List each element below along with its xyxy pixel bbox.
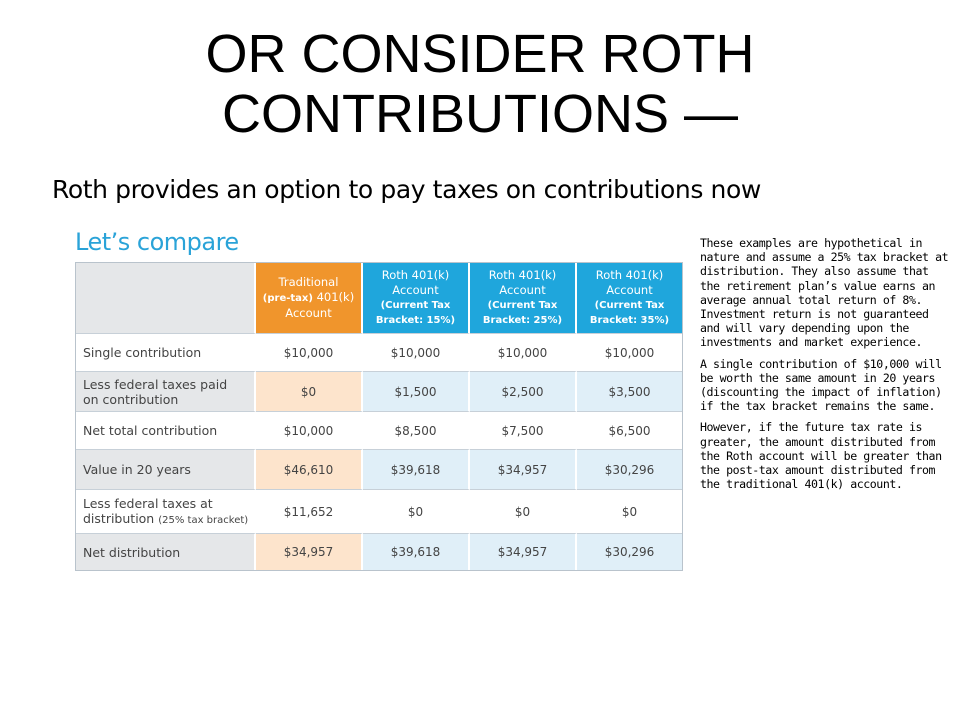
column-header-line: (Current Tax	[594, 300, 665, 311]
table-cell: $0	[256, 372, 363, 412]
row-label	[76, 334, 256, 372]
table-cell: $10,000	[470, 334, 577, 372]
column-header-line: Traditional	[278, 275, 339, 289]
row-label-small: (25% tax bracket)	[158, 514, 249, 526]
column-header-roth-35	[577, 263, 682, 334]
table-cell: $10,000	[363, 334, 470, 372]
row-label	[76, 534, 256, 570]
comparison-table	[75, 262, 683, 571]
column-header-line: Account	[392, 283, 439, 297]
table-cell: $8,500	[363, 412, 470, 450]
row-label-text: distribution	[83, 510, 159, 526]
compare-heading: Let’s compare	[75, 228, 239, 256]
table-cell: $30,296	[577, 450, 682, 490]
column-header-line: Bracket: 25%)	[482, 315, 563, 326]
table-cell: $3,500	[577, 372, 682, 412]
table-cell: $2,500	[470, 372, 577, 412]
table-cell: $30,296	[577, 534, 682, 570]
table-corner-cell	[76, 263, 256, 334]
column-header-line: (Current Tax	[487, 300, 558, 311]
note-paragraph: A single contribution of $10,000 will be worth the same amount in 20 years (discounting the impact of inflation) if the tax bracket remains the same.	[700, 356, 942, 414]
table-cell: $34,957	[470, 450, 577, 490]
table-cell: $11,652	[256, 490, 363, 534]
table-row-net-total-contribution	[76, 412, 682, 450]
table-cell: $1,500	[363, 372, 470, 412]
row-label	[76, 372, 256, 412]
table-cell: $34,957	[256, 534, 363, 570]
column-header-line: Account	[285, 306, 332, 320]
note-paragraph: However, if the future tax rate is greater, the amount distributed from the Roth account will be greater than the post-tax amount distributed from the traditional 401(k) account.	[700, 420, 942, 492]
table-cell: $46,610	[256, 450, 363, 490]
row-label-text: Less federal taxes at	[83, 495, 213, 511]
column-header-traditional	[256, 263, 363, 334]
row-label-line	[83, 511, 254, 528]
table-cell: $0	[470, 490, 577, 534]
slide-title	[60, 24, 900, 144]
table-cell: $0	[363, 490, 470, 534]
column-header-small: (pre-tax)	[262, 293, 313, 304]
row-label-text: on contribution	[83, 391, 179, 407]
column-header-line: Roth 401(k)	[595, 268, 664, 282]
row-label	[76, 450, 256, 490]
table-row-taxes-on-contribution	[76, 372, 682, 412]
row-label-text: Less federal taxes paid	[83, 376, 228, 392]
row-label-text: Net distribution	[83, 544, 181, 560]
slide-title-line-2: CONTRIBUTIONS —	[221, 84, 738, 144]
table-row-net-distribution	[76, 534, 682, 570]
note-paragraph: These examples are hypothetical in nature and assume a 25% tax bracket at distribution. They also assume that the retirement plan’s value earns an average annual total return of 8%. Investment return is not guaranteed and will vary depending upon the investments and market experience.	[700, 236, 949, 350]
table-cell: $10,000	[256, 412, 363, 450]
table-cell: $39,618	[363, 450, 470, 490]
table-cell: $34,957	[470, 534, 577, 570]
table-row-value-in-20-years	[76, 450, 682, 490]
slide-title-line-1: OR CONSIDER ROTH	[205, 24, 755, 84]
side-notes	[700, 236, 950, 498]
table-cell: $0	[577, 490, 682, 534]
table-cell: $10,000	[577, 334, 682, 372]
slide-subtitle: Roth provides an option to pay taxes on contributions now	[52, 175, 761, 204]
table-row-single-contribution	[76, 334, 682, 372]
column-header-line: Roth 401(k)	[488, 268, 557, 282]
row-label	[76, 412, 256, 450]
column-header-roth-25	[470, 263, 577, 334]
table-cell: $7,500	[470, 412, 577, 450]
row-label-text: Net total contribution	[83, 423, 218, 438]
table-cell: $39,618	[363, 534, 470, 570]
table-cell: $6,500	[577, 412, 682, 450]
column-header-line: (Current Tax	[380, 300, 451, 311]
table-row-taxes-at-distribution	[76, 490, 682, 534]
column-header-line: Account	[606, 283, 653, 297]
column-header-text: 401(k)	[312, 290, 355, 304]
row-label-text: Value in 20 years	[83, 462, 191, 477]
column-header-line: Bracket: 15%)	[375, 315, 456, 326]
column-header-line	[256, 290, 361, 306]
column-header-line: Account	[499, 283, 546, 297]
column-header-line: Roth 401(k)	[381, 268, 450, 282]
table-header-row	[76, 263, 682, 334]
table-cell: $10,000	[256, 334, 363, 372]
column-header-roth-15	[363, 263, 470, 334]
column-header-line: Bracket: 35%)	[589, 315, 670, 326]
row-label-text: Single contribution	[83, 345, 202, 360]
row-label	[76, 490, 256, 534]
